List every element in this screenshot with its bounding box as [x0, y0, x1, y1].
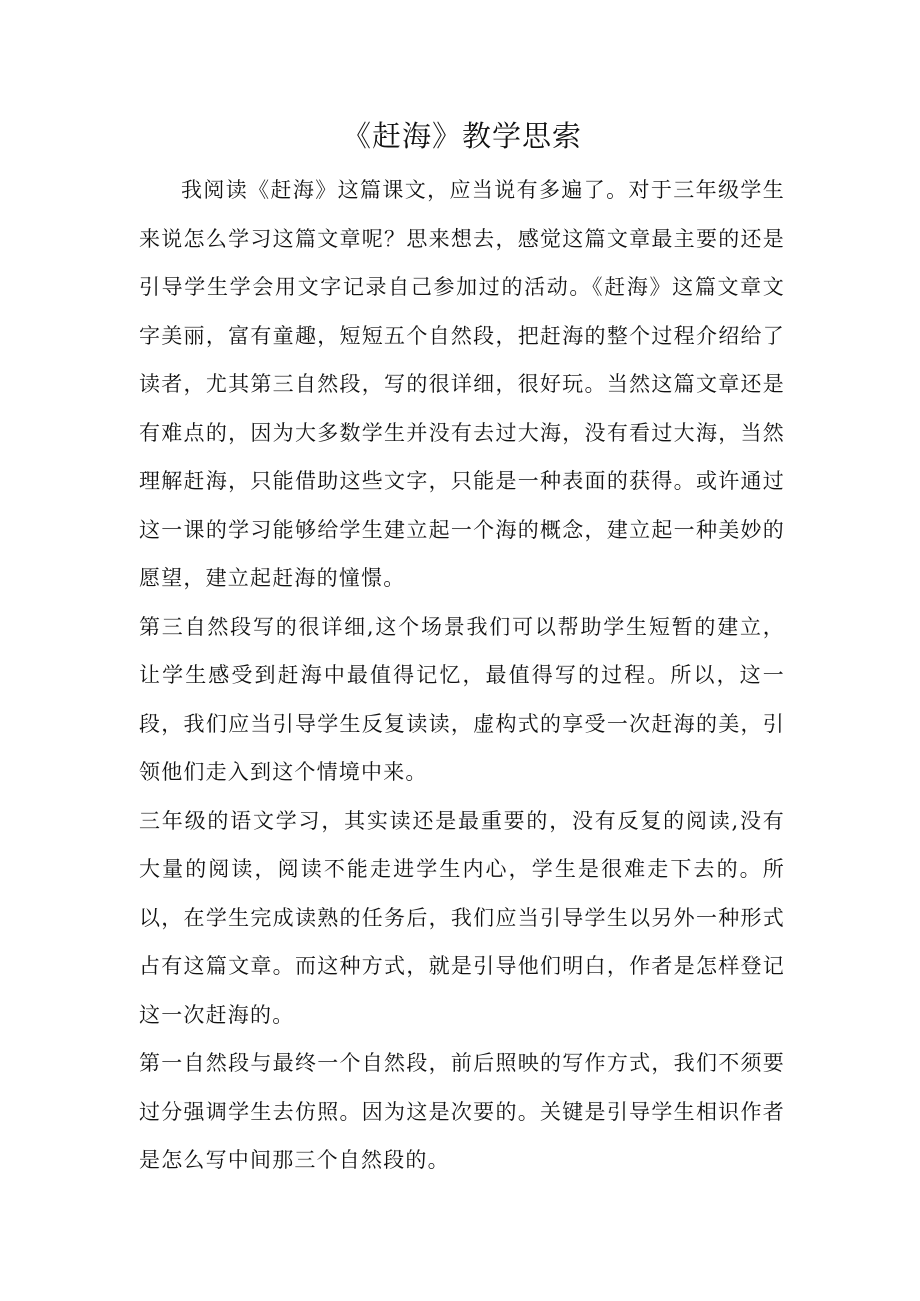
document-title: 《赶海》教学思索: [341, 119, 582, 153]
paragraph-3: 三年级的语文学习，其实读还是最重要的，没有反复的阅读,没有大量的阅读，阅读不能走进学生内心，学生是很难走下去的。所以，在学生完成读熟的任务后，我们应当引导学生以另外一种形式占有这篇文章。而这种方式，就是引导他们明白，作者是怎样登记这一次赶海的。: [139, 808, 785, 1027]
paragraph-2: 第三自然段写的很详细,这个场景我们可以帮助学生短暂的建立，让学生感受到赶海中最值得记忆，最值得写的过程。所以，这一段，我们应当引导学生反复读读，虚构式的享受一次赶海的美，引领他们走入到这个情境中来。: [139, 614, 785, 784]
paragraph-4: 第一自然段与最终一个自然段，前后照映的写作方式，我们不须要过分强调学生去仿照。因为这是次要的。关键是引导学生相识作者是怎么写中间那三个自然段的。: [139, 1051, 785, 1172]
document-page: [139, 110, 785, 1185]
paragraph-1: 我阅读《赶海》这篇课文，应当说有多遍了。对于三年级学生来说怎么学习这篇文章呢？思来想去，感觉这篇文章最主要的还是引导学生学会用文字记录自己参加过的活动。《赶海》这篇文章文字美丽，富有童趣，短短五个自然段，把赶海的整个过程介绍给了读者，尤其第三自然段，写的很详细，很好玩。当然这篇文章还是有难点的，因为大多数学生并没有去过大海，没有看过大海，当然理解赶海，只能借助这些文字，只能是一种表面的获得。或许通过这一课的学习能够给学生建立起一个海的概念，建立起一种美妙的愿望，建立起赶海的憧憬。: [139, 178, 785, 590]
